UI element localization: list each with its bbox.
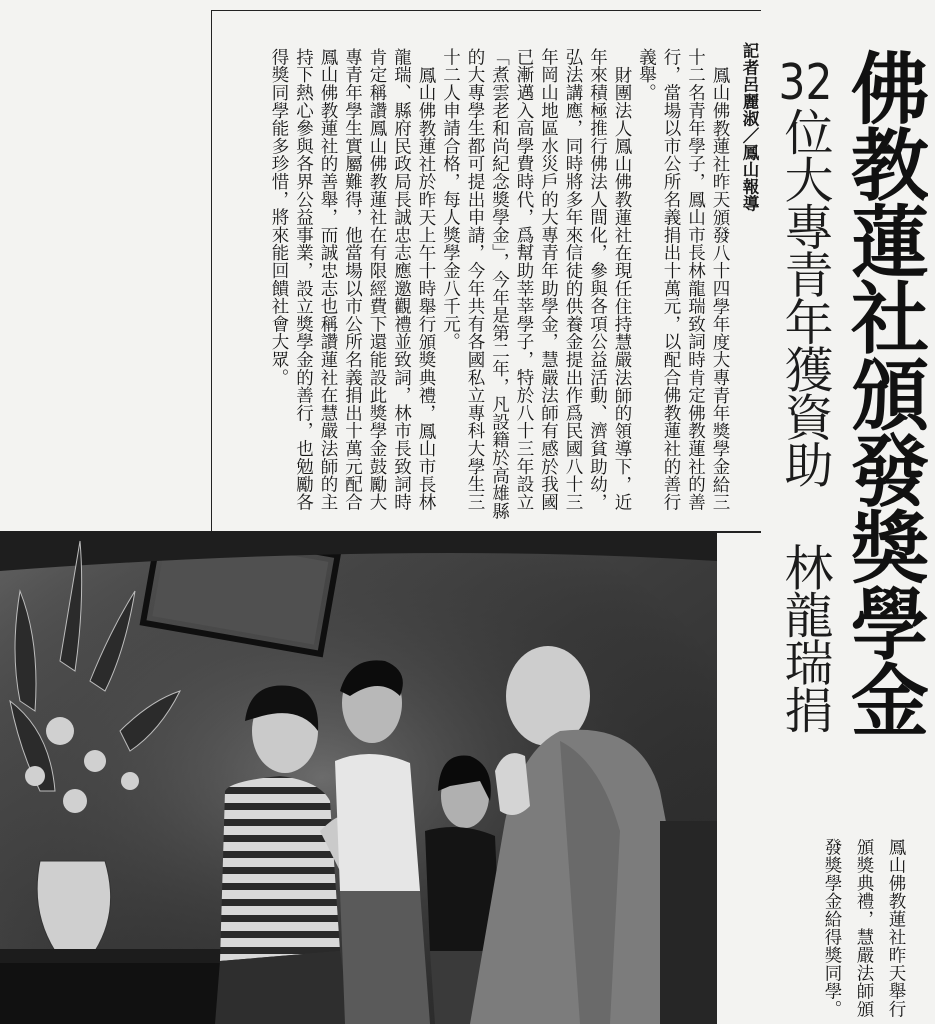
subheadline	[773, 58, 835, 770]
paragraph-3: 鳳山佛教蓮社於昨天上午十時舉行頒獎典禮，鳳山市長林龍瑞、縣府民政局長誠忠志應邀觀禮並致詞，林市長致詞時肯定稱讚鳳山佛教蓮社在有限經費下還能設此獎學金鼓勵大專青年學生實屬難得，他當場以市公所名義捐出十萬元配合鳳山佛教蓮社的善舉，而誠忠志也稱讚蓮社在慧嚴法師的主持下熱心參與各界公益事業，設立獎學金的善行，也勉勵各得獎同學能多珍惜，將來能回饋社會大眾。	[269, 48, 436, 511]
paragraph-2: 財團法人鳳山佛教蓮社在現任住持慧嚴法師的領導下，近年來積極推行佛法人間化，參與各項公益活動、濟貧助幼，弘法講應，同時將多年來信徒的供養金提出作爲民國八十三年岡山地區水災戶的大專青年助學金，慧嚴法師有感於我國已漸邁入高學費時代，爲幫助莘莘學子，特於八十三年設立「煮雲老和尚紀念獎學金」，今年是第二年，凡設籍於高雄縣的大專學生都可提出申請，今年共有各國私立專科大學生三十二人申請合格，每人獎學金八千元。	[440, 48, 632, 520]
byline: 記者呂麗淑／鳳山報導	[740, 42, 759, 212]
subheadline-number: 32	[778, 58, 833, 107]
news-photo	[0, 531, 717, 1024]
column-rule-top	[211, 10, 761, 11]
photo-scene	[0, 531, 717, 1024]
photo-caption: 鳳山佛教蓮社昨天舉行頒獎典禮，慧嚴法師頒發獎學金給得獎同學。	[822, 838, 906, 1018]
paragraph-1: 鳳山佛教蓮社昨天頒發八十四學年度大專青年獎學金給三十二名青年學子，鳳山市長林龍瑞致詞時肯定佛教蓮社的善行，當場以市公所名義捐出十萬元，以配合佛教蓮社的善行義舉。	[636, 48, 730, 511]
headline: 佛教蓮社頒發獎學金	[838, 48, 928, 737]
column-rule-left	[211, 10, 212, 531]
article-body	[238, 48, 732, 526]
subheadline-text: 位大專青年獲資助 林龍瑞捐	[777, 107, 834, 733]
